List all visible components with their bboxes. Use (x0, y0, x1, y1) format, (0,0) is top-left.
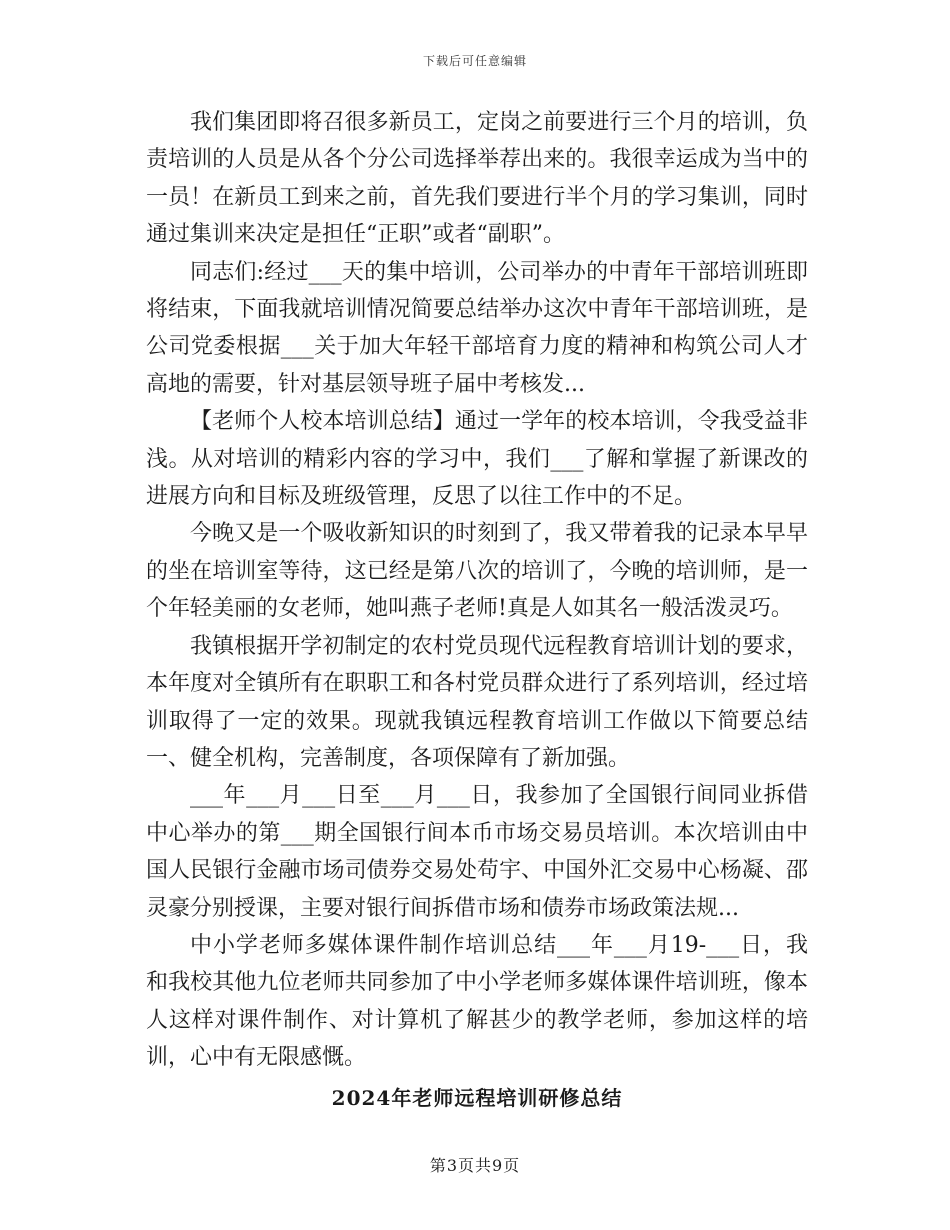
section-title: 2024年老师远程培训研修总结 (331, 1085, 623, 1110)
paragraph-2: 同志们:经过___天的集中培训，公司举办的中青年干部培训班即将结束，下面我就培训情况简要总结举办这次中青年干部培训班，是公司党委根据___关于加大年轻干部培育力度的精神和构筑公司人才高地的需要，针对基层领导班子届中考核发... (146, 259, 808, 397)
paragraph-3: 【老师个人校本培训总结】通过一学年的校本培训，令我受益非浅。从对培训的精彩内容的学习中，我们___了解和掌握了新课改的进展方向和目标及班级管理，反思了以往工作中的不足。 (146, 409, 808, 510)
paragraph-6: ___年___月___日至___月___日，我参加了全国银行间同业拆借中心举办的第___期全国银行间本币市场交易员培训。本次培训由中国人民银行金融市场司债券交易处苟宇、中国外汇交易中心杨凝、邵灵豪分别授课，主要对银行间拆借市场和债券市场政策法规... (146, 783, 808, 921)
paragraph-5: 我镇根据开学初制定的农村党员现代远程教育培训计划的要求，本年度对全镇所有在职职工和各村党员群众进行了系列培训，经过培训取得了一定的效果。现就我镇远程教育培训工作做以下简要总结一、健全机构，完善制度，各项保障有了新加强。 (146, 633, 808, 771)
page-header: 下载后可任意编辑 (422, 54, 527, 68)
page-footer: 第3页共9页 (429, 1156, 521, 1175)
paragraph-1: 我们集团即将召很多新员工，定岗之前要进行三个月的培训，负责培训的人员是从各个分公司选择举荐出来的。我很幸运成为当中的一员！在新员工到来之前，首先我们要进行半个月的学习集训，同时通过集训来决定是担任“正职”或者“副职”。 (146, 110, 808, 248)
paragraph-7: 中小学老师多媒体课件制作培训总结___年___月19-___日，我和我校其他九位老师共同参加了中小学老师多媒体课件培训班，像本人这样对课件制作、对计算机了解甚少的教学老师，参加这样的培训，心中有无限感慨。 (146, 932, 808, 1071)
document-body (146, 104, 808, 1113)
paragraph-4: 今晚又是一个吸收新知识的时刻到了，我又带着我的记录本早早的坐在培训室等待，这已经是第八次的培训了，今晚的培训师，是一个年轻美丽的女老师，她叫燕子老师!真是人如其名一般活泼灵巧。 (146, 521, 808, 622)
